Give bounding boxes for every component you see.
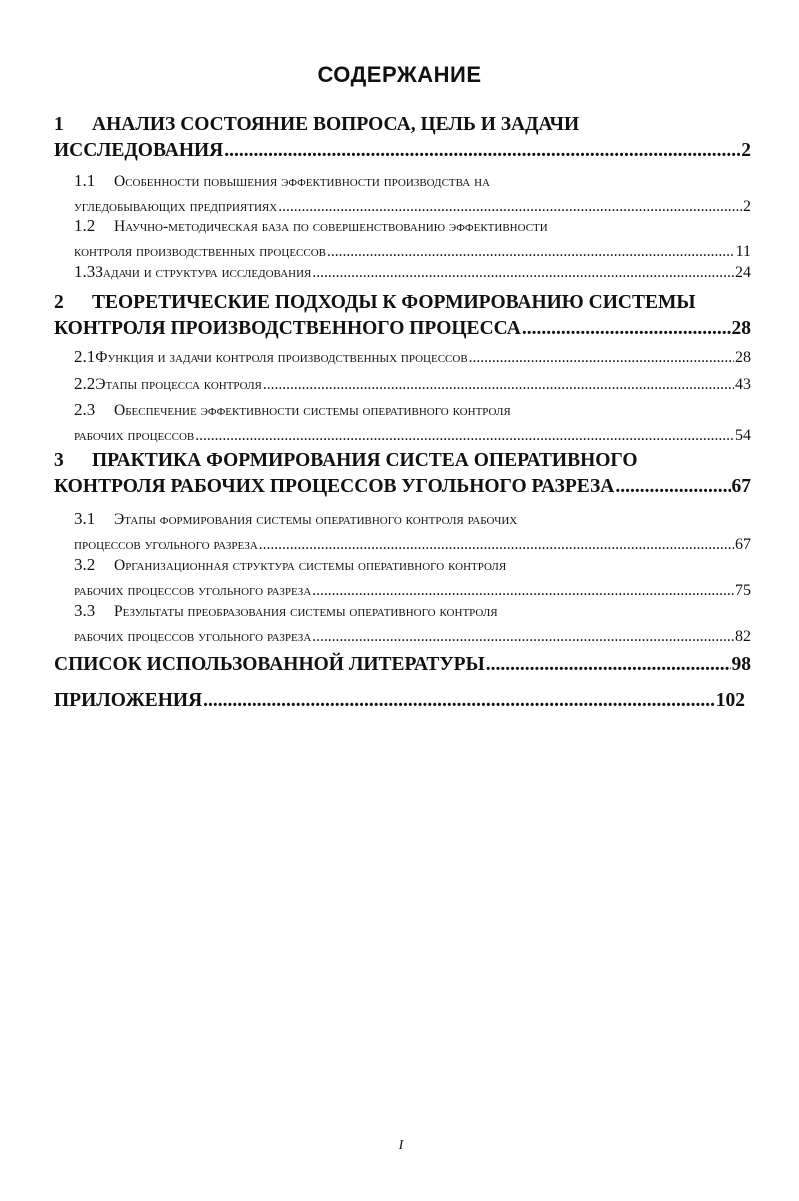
toc-title: СОДЕРЖАНИЕ [317,62,482,87]
section-title-line1: Научно-методическая база по совершенствованию эффективности [114,218,548,235]
toc-section-3-1[interactable] [74,506,751,558]
section-page: 54 [735,427,751,444]
section-title-line2: процессов угольного разреза [74,536,258,553]
section-title-line1: Обеспечение эффективности системы оперативного контроля [114,402,511,419]
toc-chapter-2[interactable] [54,290,751,342]
chapter-page: 2 [741,140,751,161]
chapter-title-line2: КОНТРОЛЯ РАБОЧИХ ПРОЦЕССОВ УГОЛЬНОГО РАЗРЕЗА [54,476,615,497]
section-page: 43 [735,376,751,393]
section-page: 67 [735,536,751,553]
appendices-page: 102 [715,690,745,711]
toc-section-3-3[interactable] [74,598,751,650]
chapter-number: 2 [54,292,64,313]
section-page: 11 [735,243,751,260]
chapter-page: 67 [731,476,751,497]
references-page: 98 [731,654,751,675]
section-page: 2 [743,198,751,215]
leader-dots [195,423,734,449]
section-number: 2.2 [74,374,96,393]
appendices-label: ПРИЛОЖЕНИЯ [54,690,203,711]
toc-section-2-3[interactable] [74,397,751,449]
leader-dots [312,260,734,286]
section-number: 3.1 [74,509,96,528]
section-page: 24 [735,264,751,281]
references-label: СПИСОК ИСПОЛЬЗОВАННОЙ ЛИТЕРАТУРЫ [54,654,485,675]
leader-dots [263,372,734,398]
chapter-number: 1 [54,114,64,135]
page-number: I [398,1138,404,1153]
chapter-page: 28 [731,318,751,339]
toc-section-1-2[interactable] [74,213,751,265]
section-number: 3.3 [74,601,96,620]
section-page: 75 [735,582,751,599]
section-title-line1: Особенности повышения эффективности производства на [114,173,490,190]
section-page: 28 [735,349,751,366]
leader-dots [469,345,734,371]
section-number: 2.3 [74,400,96,419]
toc-section-1-3[interactable] [74,259,751,285]
section-title-line2: контроля производственных процессов [74,243,326,260]
section-title-line2: рабочих процессов угольного разреза [74,628,312,645]
toc-appendices[interactable] [54,688,745,714]
section-title-line2: рабочих процессов угольного разреза [74,582,312,599]
section-number: 1.1 [74,171,96,190]
chapter-title-line1: ПРАКТИКА ФОРМИРОВАНИЯ СИСТЕА ОПЕРАТИВНОГО [92,450,638,471]
chapter-title-line1: ТЕОРЕТИЧЕСКИЕ ПОДХОДЫ К ФОРМИРОВАНИЮ СИСТЕМЫ [92,292,696,313]
toc-section-2-2[interactable] [74,371,751,397]
section-title-line1: Организационная структура системы оперативного контроля [114,557,507,574]
section-number: 3.2 [74,555,96,574]
section-title-line1: Функция и задачи контроля производственных процессов [95,349,468,366]
leader-dots [224,138,740,164]
section-number: 1.3 [74,262,96,281]
section-title-line2: рабочих процессов [74,427,195,444]
chapter-number: 3 [54,450,64,471]
section-title-line1: Этапы формирования системы оперативного контроля рабочих [114,511,518,528]
toc-chapter-3[interactable] [54,448,751,500]
chapter-title-line2: ИССЛЕДОВАНИЯ [54,140,224,161]
section-number: 1.2 [74,216,96,235]
leader-dots [522,316,731,342]
toc-section-3-2[interactable] [74,552,751,604]
section-title-line1: Результаты преобразования системы оперативного контроля [114,603,498,620]
leader-dots [615,474,730,500]
chapter-title-line1: АНАЛИЗ СОСТОЯНИЕ ВОПРОСА, ЦЕЛЬ И ЗАДАЧИ [92,114,580,135]
leader-dots [486,652,731,678]
leader-dots [312,624,734,650]
section-title-line2: угледобывающих предприятиях [74,198,278,215]
toc-references[interactable] [54,652,751,678]
section-title-line1: Этапы процесса контроля [95,376,262,393]
toc-section-2-1[interactable] [74,344,751,370]
toc-chapter-1[interactable] [54,112,751,164]
section-title-line1: Задачи и структура исследования [95,264,312,281]
section-number: 2.1 [74,347,96,366]
section-page: 82 [735,628,751,645]
leader-dots [203,688,715,714]
chapter-title-line2: КОНТРОЛЯ ПРОИЗВОДСТВЕННОГО ПРОЦЕССА [54,318,521,339]
